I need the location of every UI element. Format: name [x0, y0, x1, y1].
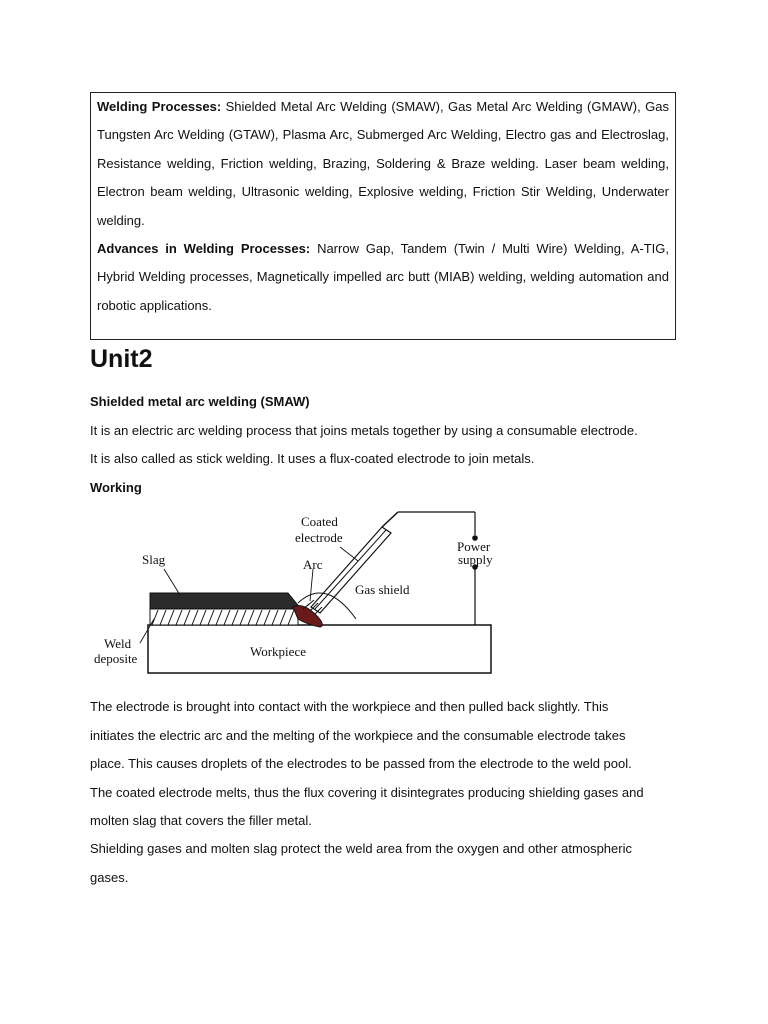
label-gas-shield: Gas shield: [355, 582, 410, 597]
workpiece-block: [148, 625, 491, 673]
label-workpiece: Workpiece: [250, 644, 306, 659]
body-line-3: place. This causes droplets of the electrodes to be passed from the electrode to the weld pool.: [90, 756, 632, 771]
body-line-6: Shielding gases and molten slag protect the weld area from the oxygen and other atmospheric: [90, 841, 632, 856]
smaw-line-1: It is an electric arc welding process that joins metals together by using a consumable electrode.: [90, 423, 638, 438]
welding-processes-heading: Welding Processes:: [97, 99, 222, 114]
syllabus-box: [90, 92, 676, 340]
body-line-1: The electrode is brought into contact with the workpiece and then pulled back slightly. This: [90, 699, 609, 714]
label-weld-line1: Weld: [104, 636, 132, 651]
label-weld-line2: deposite: [94, 651, 138, 666]
label-power-line2: supply: [458, 552, 493, 567]
body-line-2: initiates the electric arc and the melting of the workpiece and the consumable electrode takes: [90, 728, 626, 743]
smaw-diagram: [88, 507, 508, 679]
welding-processes-paragraph: [97, 93, 669, 235]
unit-title: Unit2: [90, 345, 153, 373]
working-heading: Working: [90, 480, 142, 495]
advances-paragraph: [97, 235, 669, 320]
weld-deposit: [150, 609, 298, 625]
body-line-5: molten slag that covers the filler metal.: [90, 813, 312, 828]
label-coated-line1: Coated: [301, 514, 338, 529]
label-coated-line2: electrode: [295, 530, 343, 545]
body-line-7: gases.: [90, 870, 129, 885]
advances-heading: Advances in Welding Processes:: [97, 241, 311, 257]
label-arc: Arc: [303, 557, 323, 572]
smaw-line-2: It is also called as stick welding. It uses a flux-coated electrode to join metals.: [90, 451, 535, 466]
label-power-line1: Power: [457, 539, 491, 554]
body-line-4: The coated electrode melts, thus the flux covering it disintegrates producing shielding gases and: [90, 785, 644, 800]
welding-processes-text: Shielded Metal Arc Welding (SMAW), Gas Metal Arc Welding (GMAW), Gas Tungsten Arc Welding (GTAW), Plasma Arc, Submerged Arc Welding, Electro gas and Electroslag, Resistance welding, Friction welding, Brazing, Soldering & Braze welding. Laser beam welding, Electron beam welding, Ultrasonic welding, Explosive welding, Friction Stir Welding, Underwater welding.: [97, 99, 669, 228]
slag-layer: [150, 593, 301, 609]
power-circuit: [398, 512, 477, 625]
advances-text: Narrow Gap, Tandem (Twin / Multi Wire) Welding, A-TIG, Hybrid Welding processes, Magnetically impelled arc butt (MIAB) welding, welding automation and robotic applications.: [97, 241, 670, 313]
smaw-heading: Shielded metal arc welding (SMAW): [90, 394, 310, 409]
label-slag: Slag: [142, 552, 166, 567]
